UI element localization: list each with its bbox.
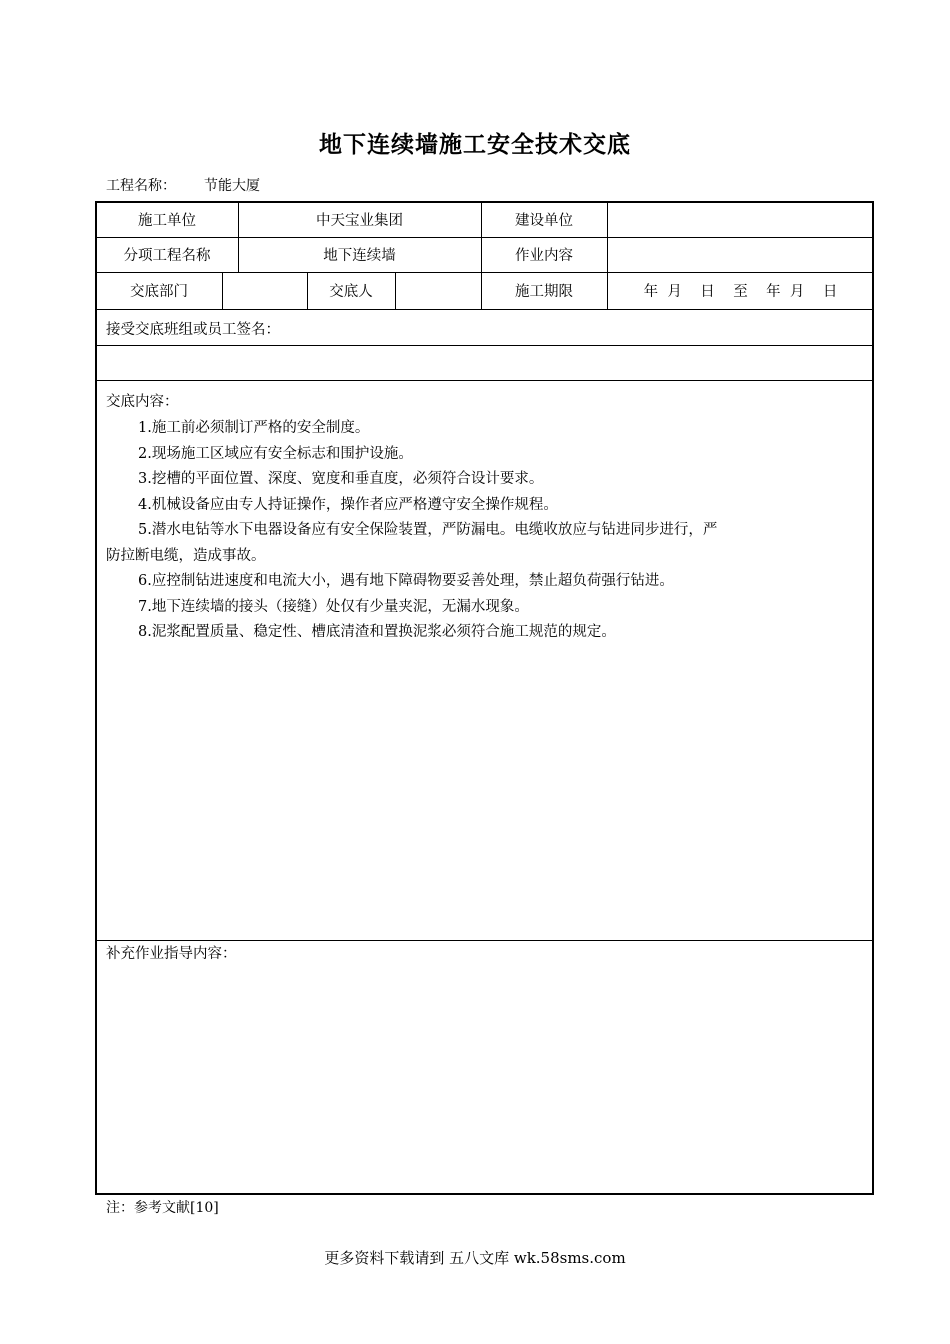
content-item-7: 7.地下连续墙的接头（接缝）处仅有少量夹泥，无漏水现象。 [138,599,529,615]
subproject-label: 分项工程名称 [123,248,211,264]
content-item-2: 2.现场施工区域应有安全标志和围护设施。 [138,446,413,462]
row-divider-5 [96,380,874,381]
signature-label: 接受交底班组或员工签名： [106,322,280,338]
work-content-value[interactable] [607,237,874,272]
discloser-value[interactable] [395,272,481,309]
content-item-6: 6.应控制钻进速度和电流大小，遇有地下障碍物要妥善处理，禁止超负荷强行钻进。 [138,573,674,589]
row-divider-6 [96,940,874,941]
dept-label: 交底部门 [130,284,188,300]
dept-value[interactable] [222,272,307,309]
content-item-8: 8.泥浆配置质量、稳定性、槽底清渣和置换泥浆必须符合施工规范的规定。 [138,624,616,640]
reference-note: 注：参考文献[10] [106,1200,219,1216]
period-label: 施工期限 [515,284,573,300]
construction-unit-label: 施工单位 [138,213,196,229]
project-name-value: 节能大厦 [204,178,260,194]
project-name-label: 工程名称： [106,178,176,194]
builder-unit-value[interactable] [607,202,874,237]
construction-unit-value: 中天宝业集团 [316,213,403,229]
document-title: 地下连续墙施工安全技术交底 [319,131,631,158]
content-item-5: 5.潜水电钻等水下电器设备应有安全保险装置，严防漏电。电缆收放应与钻进同步进行，严 [138,522,718,538]
builder-unit-label: 建设单位 [515,213,573,229]
signature-area[interactable] [96,346,874,380]
content-item-5-continuation: 防拉断电缆，造成事故。 [106,548,266,564]
subproject-value: 地下连续墙 [323,248,396,264]
content-item-3: 3.挖槽的平面位置、深度、宽度和垂直度，必须符合设计要求。 [138,471,544,487]
footer-text: 更多资料下载请到 五八文库 wk.58sms.com [324,1249,626,1267]
discloser-label: 交底人 [329,284,373,300]
work-content-label: 作业内容 [515,248,573,264]
period-value: 年 月 日 至 年 月 日 [643,284,838,300]
row-divider-3 [96,309,874,310]
supplement-area[interactable] [96,962,874,1192]
content-item-4: 4.机械设备应由专人持证操作，操作者应严格遵守安全操作规程。 [138,497,558,513]
content-label: 交底内容： [106,394,179,410]
content-item-1: 1.施工前必须制订严格的安全制度。 [138,420,370,436]
project-name-line [106,175,260,195]
supplement-label: 补充作业指导内容： [106,946,237,962]
